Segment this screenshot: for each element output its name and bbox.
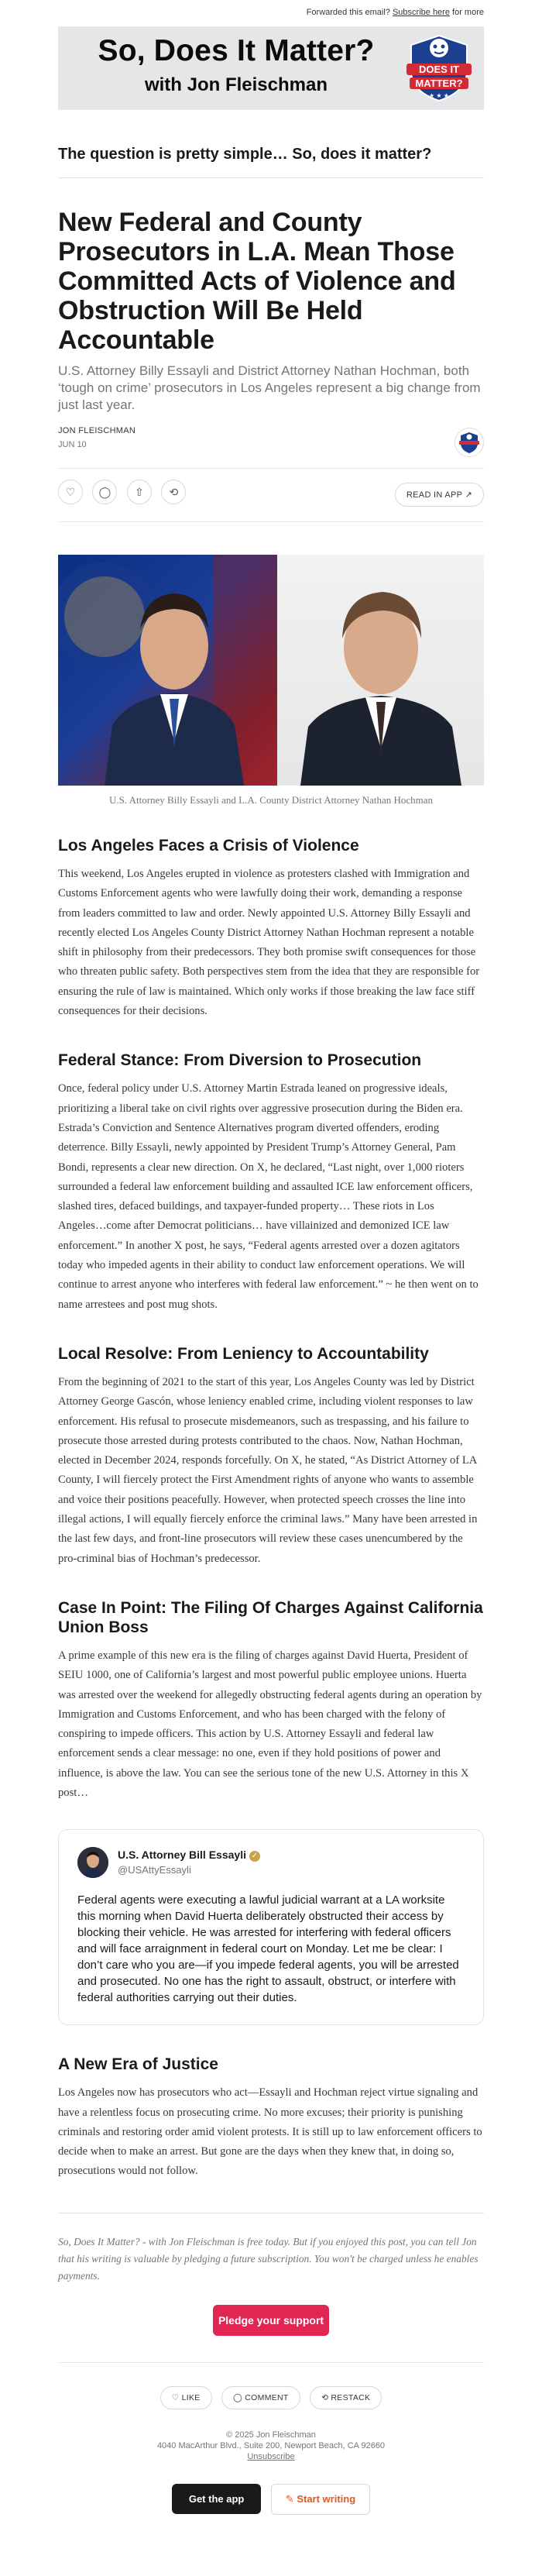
section-heading: Federal Stance: From Diversion to Prosecution [58, 1051, 422, 1070]
post-actions-bar [58, 468, 484, 522]
section-paragraph: This weekend, Los Angeles erupted in violence as protesters clashed with Immigration and Customs Enforcement agents who were lawfully doing their work, demanding a response from leaders committed to law and order. Newly appointed U.S. Attorney Billy Essayli and recently elected Los Angeles County District Attorney Nathan Hochman represent a notable shift in philosophy from their predecessors. They both promise swift consequences for those who threaten public safety. Both perspectives stem from the idea that they are responsible for ensuring the rule of law is maintained. Which only works if those breaking the law face stiff consequences for their decisions. [58, 868, 480, 1018]
tweet-author-handle: @USAttyEssayli [118, 1864, 191, 1876]
tweet-author-name[interactable] [118, 1849, 260, 1861]
share-icon[interactable]: ⇧ [127, 480, 152, 504]
restack-icon[interactable]: ⟲ [161, 480, 186, 504]
hero-image[interactable] [58, 555, 484, 786]
footer-copyright [58, 2430, 484, 2462]
tweet-header [77, 1847, 465, 1881]
essayli-photo [58, 555, 277, 786]
read-in-app-button[interactable] [395, 483, 484, 507]
pencil-icon: ✎ [285, 2492, 294, 2505]
restack-icon: ⟲ [321, 2392, 329, 2402]
post-meta [58, 426, 484, 460]
start-writing-label: Start writing [297, 2492, 356, 2505]
embedded-tweet[interactable] [58, 1829, 484, 2025]
forwarded-note [58, 0, 484, 26]
section-heading: Los Angeles Faces a Crisis of Violence [58, 837, 359, 855]
unsubscribe-link[interactable]: Unsubscribe [247, 2451, 295, 2461]
start-writing-button[interactable] [271, 2484, 370, 2515]
logo-text-top: DOES IT [418, 64, 460, 75]
section-heading: Case In Point: The Filing Of Charges Against California Union Boss [58, 1598, 483, 1636]
like-label: LIKE [181, 2392, 201, 2402]
get-the-app-button[interactable]: Get the app [172, 2484, 262, 2514]
publication-tagline: The question is pretty simple… So, does it matter? [58, 146, 432, 163]
heart-icon: ♡ [171, 2392, 180, 2402]
verified-badge-icon: ✓ [249, 1851, 260, 1862]
banner-subtitle: with Jon Fleischman [144, 74, 328, 95]
copyright-text: © 2025 Jon Fleischman [226, 2430, 316, 2440]
footer-actions [58, 2386, 484, 2409]
author-name[interactable]: JON FLEISCHMAN [58, 426, 136, 435]
pledge-support-button[interactable]: Pledge your support [213, 2305, 329, 2336]
svg-text:★ ★ ★: ★ ★ ★ [429, 92, 449, 99]
comment-icon: ◯ [233, 2392, 243, 2402]
section-heading: Local Resolve: From Leniency to Accountability [58, 1344, 429, 1363]
post-date: JUN 10 [58, 440, 87, 449]
read-in-app-label: READ IN APP [406, 490, 463, 500]
restack-label: RESTACK [331, 2392, 371, 2402]
does-it-matter-logo [405, 33, 473, 104]
post-subtitle: U.S. Attorney Billy Essayli and District Attorney Nathan Hochman, both ‘tough on crime’ prosecutors in Los Angeles represent a big change from just last year. [58, 363, 481, 412]
tweet-author-label: U.S. Attorney Bill Essayli [118, 1849, 246, 1862]
divider [58, 2362, 484, 2363]
hochman-photo [277, 555, 484, 786]
pledge-note: So, Does It Matter? - with Jon Fleischman is free today. But if you enjoyed this post, you can tell Jon that his writing is valuable by pledging a future subscription. You won't be charged unless he enables payments. [58, 2213, 484, 2285]
banner-title: So, Does It Matter? [98, 34, 375, 67]
restack-button[interactable] [310, 2386, 382, 2409]
author-avatar[interactable] [455, 428, 484, 457]
like-button[interactable] [160, 2386, 212, 2409]
section-paragraph: Once, federal policy under U.S. Attorney Martin Estrada leaned on progressive ideals, prioritizing a liberal take on civil rights over aggressive prosecution during the Biden era. Estrada’s Conviction and Sentence Alternatives program diverted offenders, eroding deterrence. Billy Essayli, newly appointed by President Trump’s Attorney General, Pam Bondi, represents a clear new direction. On X, he declared, “Last night, over 1,000 rioters surrounded a federal law enforcement building and assaulted ICE law enforcement officers, slashed tires, defaced buildings, and taxpayer-funded property… These riots in Los Angeles…come after Democrat politicians… have villainized and demonized ICE law enforcement.” In another X post, he says, “Federal agents arrested over a dozen agitators today who impeded agents in their ability to conduct law enforcement operations. We will continue to arrest anyone who interferes with federal law enforcement.” ~ he then went on to name arrestees and post mug shots. [58, 1082, 479, 1311]
arrow-up-right-icon: ↗ [465, 490, 472, 500]
subscribe-link[interactable]: Subscribe here [392, 8, 450, 17]
forwarded-suffix: for more [452, 8, 484, 17]
like-heart-icon[interactable]: ♡ [58, 480, 83, 504]
email-container [58, 0, 484, 2515]
section-paragraph: From the beginning of 2021 to the start of this year, Los Angeles County was led by District Attorney George Gascón, whose leniency enabled crime, including violent responses to law enforcement. His refusal to prosecute misdemeanors, such as trespassing, and his failure to prosecute those arrested during protests contributed to the chaos. Now, Nathan Hochman, elected in December 2024, responds forcefully. On X, he stated, “As District Attorney of LA County, I will fiercely protect the First Amendment rights of anyone who wants to assemble and voice their positions peacefully. However, when protected speech crosses the line into illegal actions, I will equally fiercely enforce the criminal laws.” Many have been arrested in the last few days, and front-line prosecutors will review these cases unencumbered by the pro-criminal bias of Hochman’s predecessor. [58, 1375, 478, 1565]
logo-text-bottom: MATTER? [415, 77, 463, 89]
tweet-text: Federal agents were executing a lawful judicial warrant at a LA worksite this morning when David Huerta deliberately obstructed their access by blocking their vehicle. He was arrested for interfering with federal officers and will face arraignment in federal court on Monday. Let me be clear: I don’t care who you are—if you impede federal agents, you will be arrested and prosecuted. No one has the right to assault, obstruct, or interfere with federal authorities carrying out their duties. [77, 1893, 459, 2005]
comment-button[interactable] [221, 2386, 300, 2409]
comment-label: COMMENT [245, 2392, 289, 2402]
comment-bubble-icon[interactable]: ◯ [92, 480, 117, 504]
divider [58, 177, 484, 178]
footer-buttons [58, 2484, 484, 2515]
section-paragraph: A prime example of this new era is the filing of charges against David Huerta, President of SEIU 1000, one of California’s largest and most powerful public employee unions. Huerta was arrested over the weekend for allegedly obstructing federal agents during an operation by Immigration and Customs Enforcement, and who has been charged with the felony of conspiring to impede officers. This action by U.S. Attorney Essayli and federal law enforcement sends a clear message: no one, even if they hold positions of power and influence, is above the law. You can see the serious tone of the new U.S. Attorney in this X post… [58, 1649, 482, 1799]
closing-paragraph: Los Angeles now has prosecutors who act—Essayli and Hochman reject virtue signaling and have a relentless focus on prosecuting crime. No more excuses; their priority is punishing criminals and restoring order amid violent protests. It is still up to law enforcement officers to decide when to make an arrest. But gone are the days when they knew that, in doing so, prosecutions would not follow. [58, 2086, 482, 2178]
image-caption: U.S. Attorney Billy Essayli and L.A. County District Attorney Nathan Hochman [108, 794, 434, 806]
mailing-address: 4040 MacArthur Blvd., Suite 200, Newport Beach, CA 92660 [156, 2440, 386, 2450]
publication-banner[interactable] [58, 26, 484, 110]
closing-heading: A New Era of Justice [58, 2055, 218, 2074]
forwarded-prefix: Forwarded this email? [306, 8, 390, 17]
tweet-avatar[interactable] [77, 1847, 108, 1878]
post-title[interactable]: New Federal and County Prosecutors in L.A. Mean Those Committed Acts of Violence and Obstruction Will Be Held Accountable [58, 208, 456, 355]
